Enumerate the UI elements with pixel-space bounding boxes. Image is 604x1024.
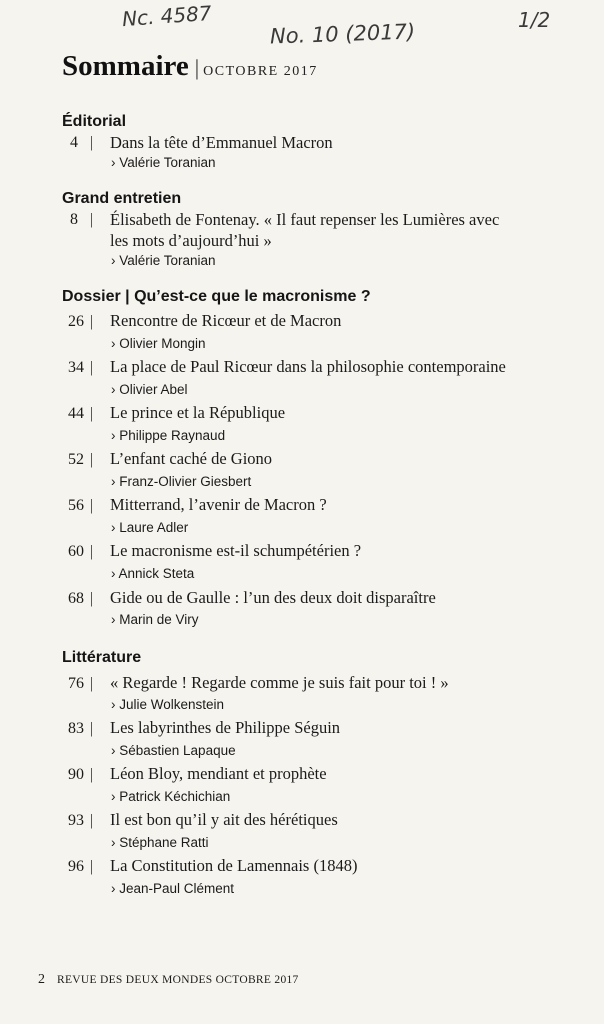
toc-entry-author: › Marin de Viry xyxy=(111,612,199,627)
toc-entry-author: › Jean-Paul Clément xyxy=(111,881,235,896)
toc-entry-title-continued[interactable]: les mots d’aujourd’hui » xyxy=(110,231,272,250)
toc-divider: | xyxy=(90,766,94,783)
toc-entry-author: › Valérie Toranian xyxy=(111,253,216,268)
handwritten-issue-number: No. 10 (2017) xyxy=(269,19,416,49)
toc-entry-title[interactable]: Les labyrinthes de Philippe Séguin xyxy=(110,718,341,737)
toc-divider: | xyxy=(90,451,94,468)
page-title xyxy=(62,50,318,83)
handwritten-catalog-number: Nc. 4587 xyxy=(121,0,213,32)
toc-entry-title[interactable]: Le macronisme est-il schumpétérien ? xyxy=(110,541,362,560)
toc-page-number: 93 xyxy=(68,812,84,829)
toc-entry-author: › Stéphane Ratti xyxy=(111,835,209,850)
toc-entry-title[interactable]: La place de Paul Ricœur dans la philosophie contemporaine xyxy=(110,357,506,376)
toc-page-number: 8 xyxy=(70,211,78,228)
toc-page-number: 44 xyxy=(68,405,84,422)
toc-entry-title[interactable]: Le prince et la République xyxy=(110,403,286,422)
title-text: Sommaire xyxy=(62,50,189,82)
toc-divider: | xyxy=(90,313,94,330)
toc-page-number: 90 xyxy=(68,766,84,783)
toc-entry-title[interactable]: L’enfant caché de Giono xyxy=(110,449,273,468)
toc-divider: | xyxy=(90,812,94,829)
toc-page-number: 34 xyxy=(68,359,84,376)
toc-page-number: 26 xyxy=(68,313,84,330)
toc-entry-author: › Olivier Abel xyxy=(111,382,188,397)
page-footer xyxy=(38,970,299,988)
section-heading: Éditorial xyxy=(62,113,127,130)
title-date: OCTOBRE 2017 xyxy=(203,64,318,79)
handwritten-sheet-number: 1/2 xyxy=(518,8,551,32)
toc-page-number: 76 xyxy=(68,675,84,692)
toc-entry-title[interactable]: Gide ou de Gaulle : l’un des deux doit disparaître xyxy=(110,588,436,607)
toc-page-number: 60 xyxy=(68,543,84,560)
toc-divider: | xyxy=(90,405,94,422)
toc-divider: | xyxy=(90,359,94,376)
toc-entry-title[interactable]: La Constitution de Lamennais (1848) xyxy=(110,856,358,875)
toc-entry-title[interactable]: Mitterrand, l’avenir de Macron ? xyxy=(110,495,327,514)
toc-divider: | xyxy=(90,211,94,228)
toc-divider: | xyxy=(90,590,94,607)
toc-divider: | xyxy=(90,858,94,875)
toc-page-number: 52 xyxy=(68,451,84,468)
toc-entry-title[interactable]: Rencontre de Ricœur et de Macron xyxy=(110,311,342,330)
toc-page-number: 96 xyxy=(68,858,84,875)
toc-divider: | xyxy=(90,543,94,560)
toc-entry-title[interactable]: « Regarde ! Regarde comme je suis fait pour toi ! » xyxy=(110,673,449,692)
title-separator: | xyxy=(194,55,200,80)
toc-divider: | xyxy=(90,134,94,151)
toc-page-number: 4 xyxy=(70,134,78,151)
toc-entry-author: › Annick Steta xyxy=(111,566,195,581)
toc-entry-author: › Valérie Toranian xyxy=(111,155,216,170)
toc-entry-author: › Sébastien Lapaque xyxy=(111,743,236,758)
toc-entry-author: › Patrick Kéchichian xyxy=(111,789,231,804)
toc-entry-title[interactable]: Dans la tête d’Emmanuel Macron xyxy=(110,133,333,152)
toc-page-number: 68 xyxy=(68,590,84,607)
toc-page-number: 83 xyxy=(68,720,84,737)
section-heading: Dossier | Qu’est-ce que le macronisme ? xyxy=(62,288,371,305)
toc-divider: | xyxy=(90,497,94,514)
toc-entry-author: › Franz-Olivier Giesbert xyxy=(111,474,252,489)
toc-entry-author: › Philippe Raynaud xyxy=(111,428,226,443)
toc-entry-title[interactable]: Léon Bloy, mendiant et prophète xyxy=(110,764,327,783)
footer-running-title: REVUE DES DEUX MONDES OCTOBRE 2017 xyxy=(57,974,299,986)
footer-page-number: 2 xyxy=(38,972,45,987)
section-heading: Littérature xyxy=(62,649,142,666)
toc-entry-author: › Laure Adler xyxy=(111,520,189,535)
toc-entry-title[interactable]: Il est bon qu’il y ait des hérétiques xyxy=(110,810,338,829)
toc-entry-author: › Julie Wolkenstein xyxy=(111,697,225,712)
toc-divider: | xyxy=(90,675,94,692)
section-heading: Grand entretien xyxy=(62,190,182,207)
toc-entry-title[interactable]: Élisabeth de Fontenay. « Il faut repenser les Lumières avec xyxy=(110,210,500,229)
toc-divider: | xyxy=(90,720,94,737)
toc-page-number: 56 xyxy=(68,497,84,514)
toc-entry-author: › Olivier Mongin xyxy=(111,336,206,351)
